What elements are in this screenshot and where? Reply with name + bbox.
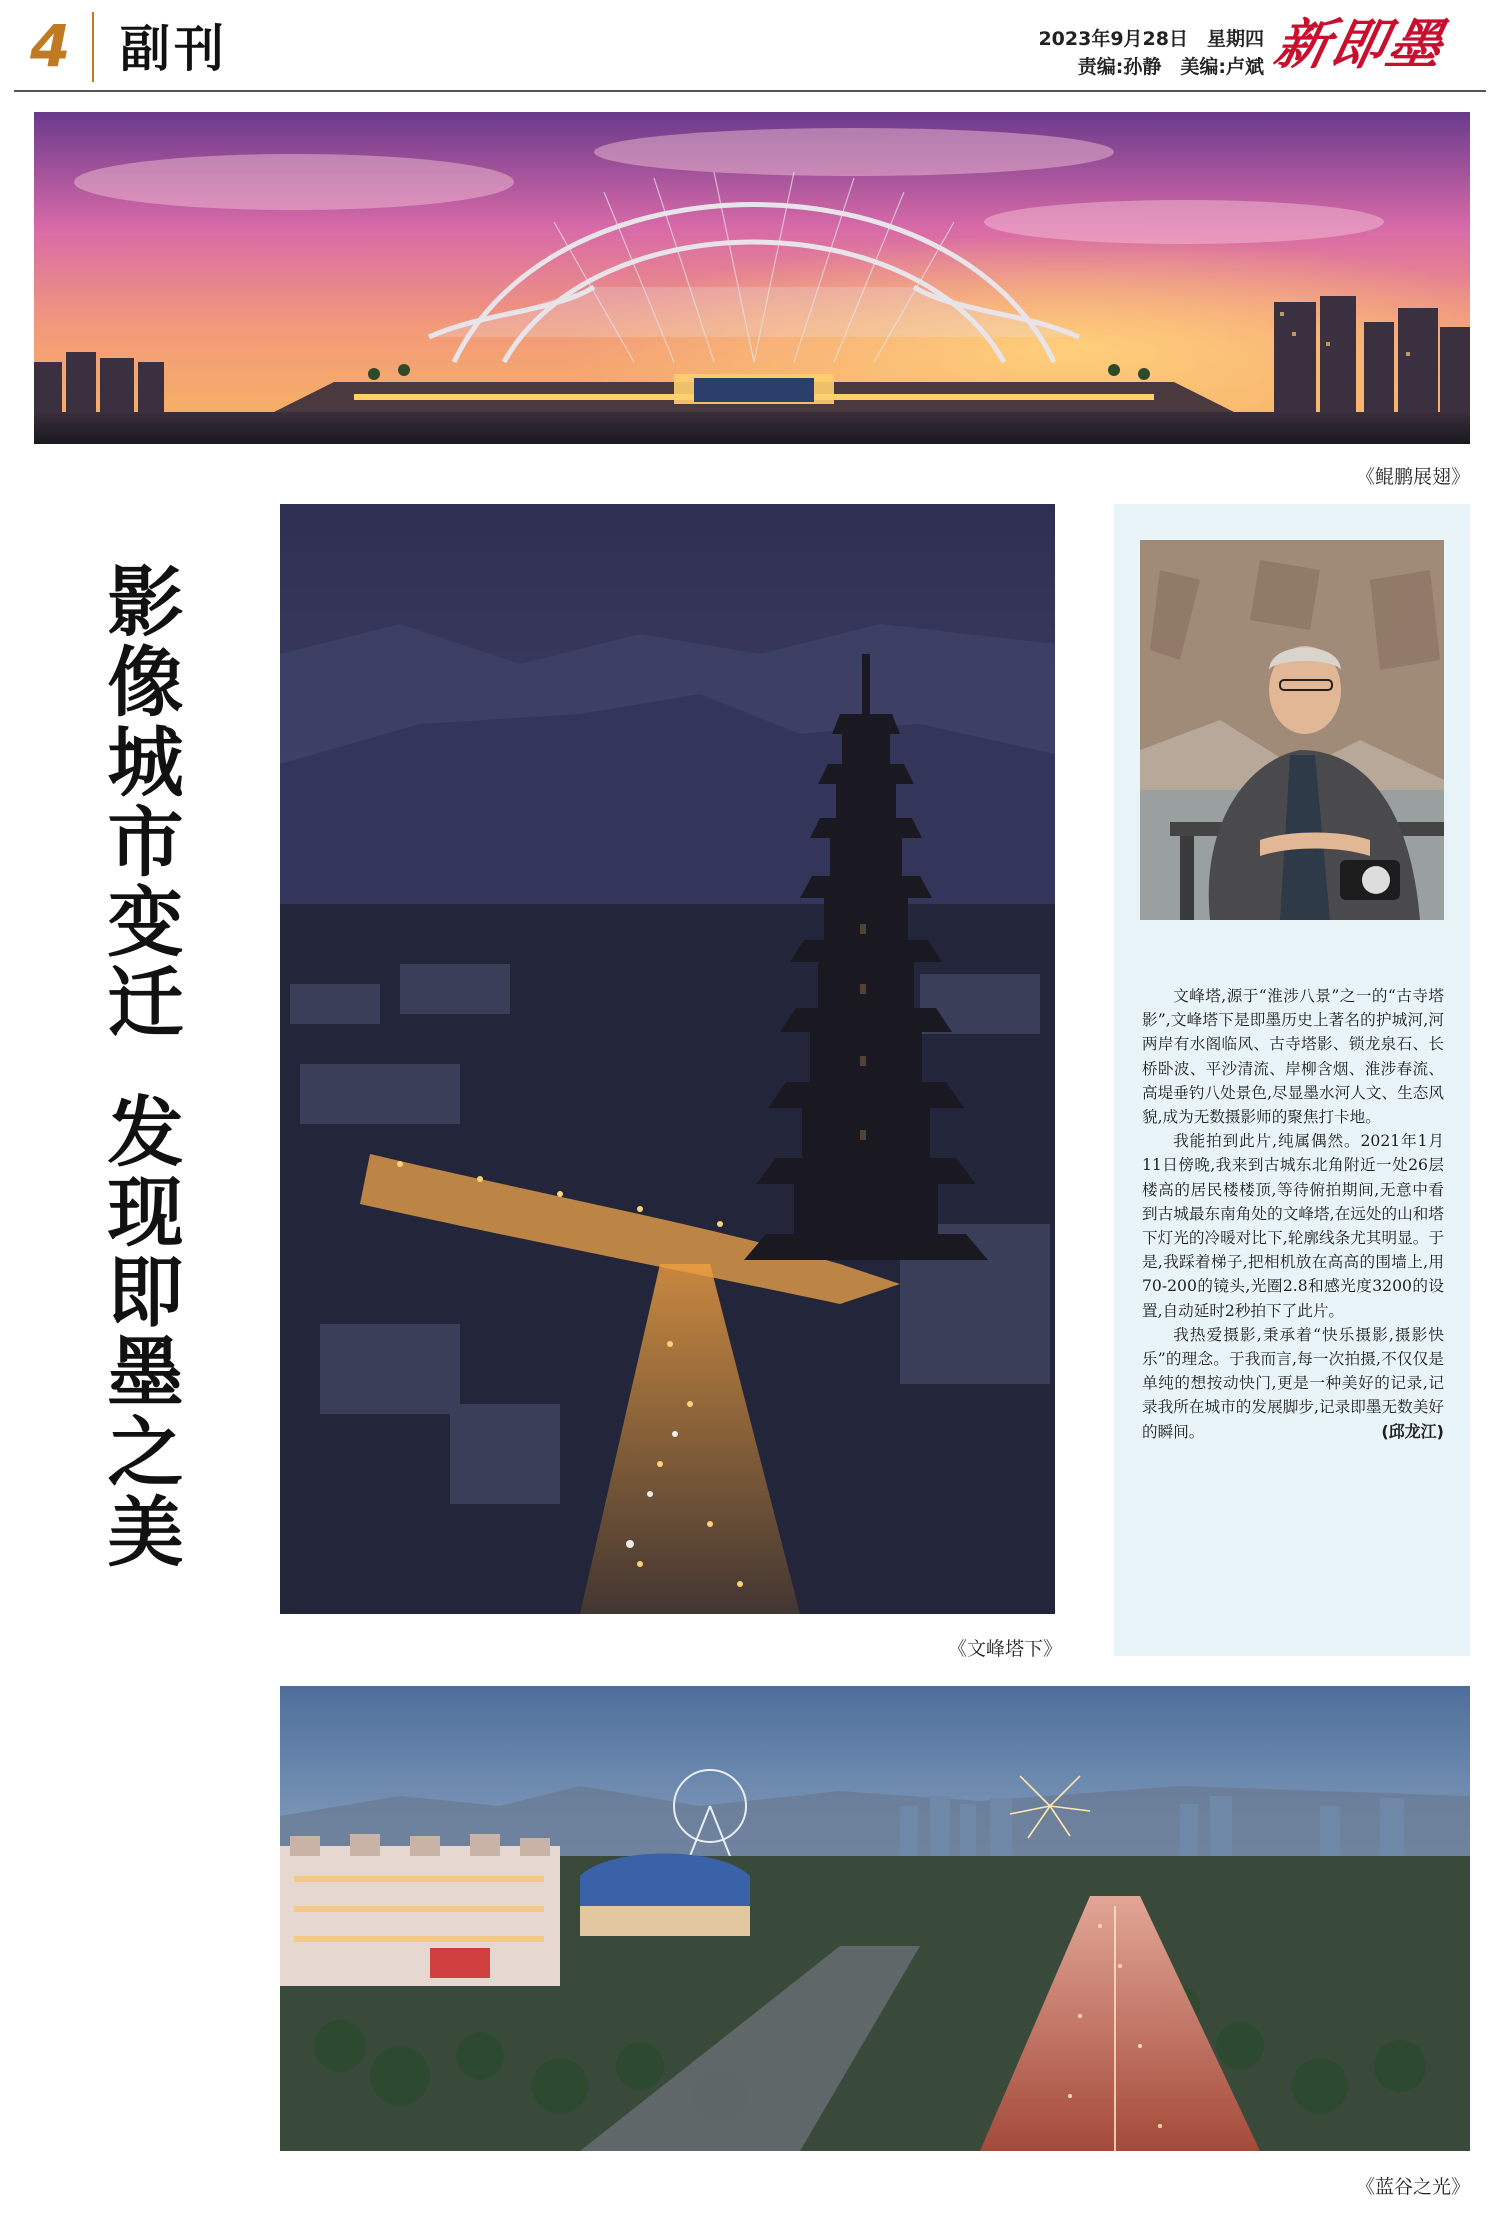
article-byline: (邱龙江) xyxy=(1381,1421,1444,1441)
headline xyxy=(96,562,182,1622)
newspaper-logo xyxy=(1269,10,1472,80)
masthead xyxy=(0,0,1500,92)
issue-date: 2023年9月28日 星期四 xyxy=(1038,28,1264,50)
headline-part-2: 发现即墨之美 xyxy=(95,1092,184,1572)
caption-wenfeng: 《文峰塔下》 xyxy=(948,1638,1063,1660)
page-number-divider xyxy=(92,12,94,82)
masthead-rule xyxy=(14,90,1486,92)
article-paragraph-1: 文峰塔,源于“淮涉八景”之一的“古寺塔影”,文峰塔下是即墨历史上著名的护城河,河两岸有水阁临风、古寺塔影、锁龙泉石、长桥卧波、平沙清流、岸柳含烟、淮涉春流、高堤垂钓八处景色,尽显墨水河人文、生态风貌,成为无数摄影师的聚焦打卡地。 xyxy=(1142,987,1444,1127)
newspaper-logo-text: 新即墨 xyxy=(1269,12,1451,76)
photo-wenfeng-tower xyxy=(280,504,1055,1614)
article-panel xyxy=(1114,504,1470,1656)
photographer-portrait xyxy=(1140,540,1444,920)
article-paragraph-2: 我能拍到此片,纯属偶然。2021年1月11日傍晚,我来到古城东北角附近一处26层楼高的居民楼楼顶,等待俯拍期间,无意中看到古城最东南角处的文峰塔,在远处的山和塔下灯光的冷暖对比下,轮廓线条尤其明显。于是,我踩着梯子,把相机放在高高的围墙上,用70-200的镜头,光圈2.8和感光度3200的设置,自动延时2秒拍下了此片。 xyxy=(1142,1132,1444,1320)
photo-kunpeng-panorama xyxy=(34,112,1470,444)
photo-langu-light xyxy=(280,1686,1470,2151)
article-body xyxy=(1142,984,1444,1444)
page-number: 4 xyxy=(30,12,71,80)
headline-part-1: 影像城市变迁 xyxy=(95,562,184,1042)
article-paragraph-3 xyxy=(1142,1323,1444,1444)
section-title: 副刊 xyxy=(120,20,228,78)
caption-langu: 《蓝谷之光》 xyxy=(1355,2176,1470,2198)
editor-credits: 责编:孙静 美编:卢斌 xyxy=(1077,56,1264,78)
article-paragraph-3-text: 我热爱摄影,秉承着“快乐摄影,摄影快乐”的理念。于我而言,每一次拍摄,不仅仅是单纯的想按动快门,更是一种美好的记录,记录我所在城市的发展脚步,记录即墨无数美好的瞬间。 xyxy=(1142,1325,1444,1441)
caption-kunpeng: 《鲲鹏展翅》 xyxy=(1355,466,1470,488)
